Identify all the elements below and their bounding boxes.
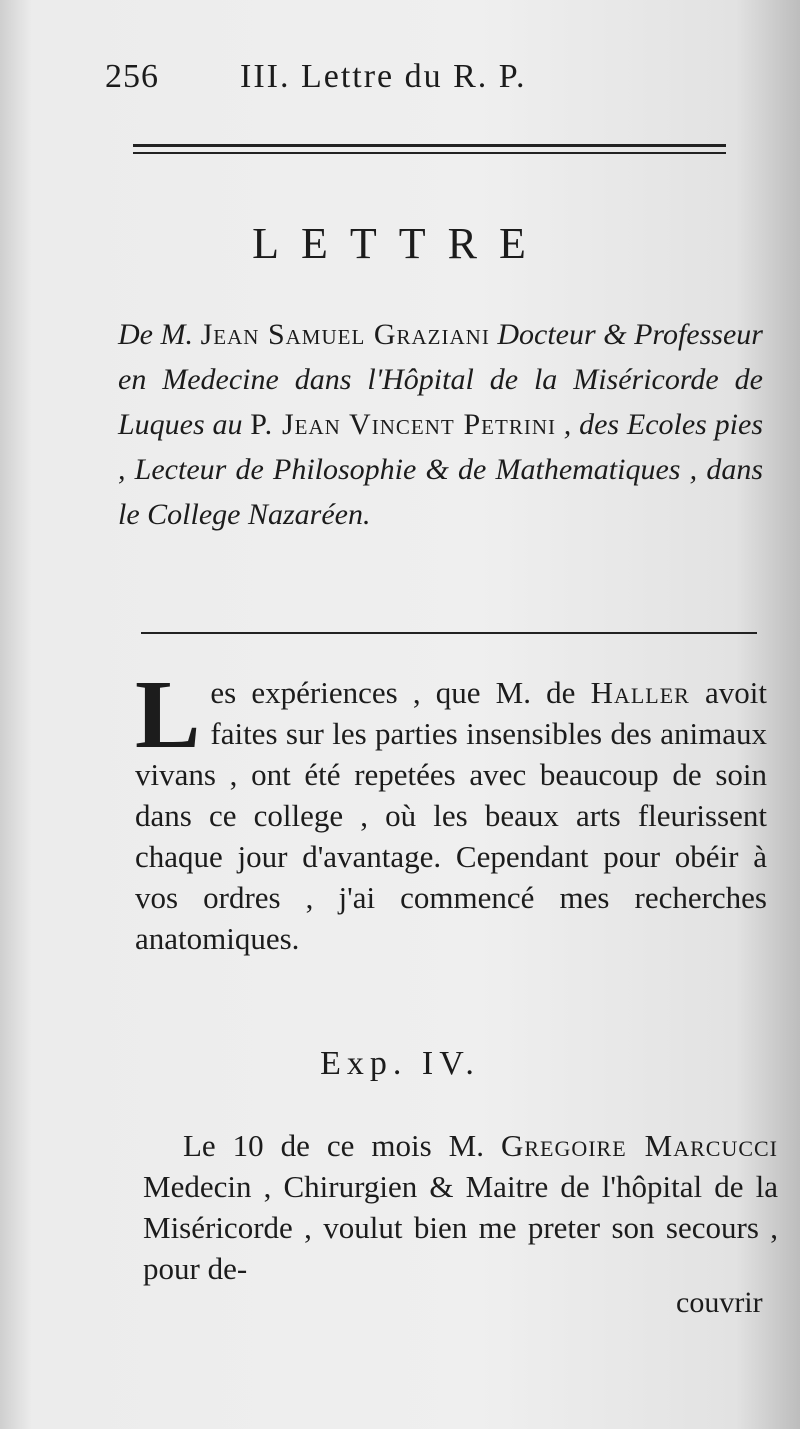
haller-name: Haller — [590, 675, 690, 710]
page-number: 256 — [105, 58, 159, 95]
subtitle-author-title: Docteur & Professeur en Medecine dans l'Hôpital de la Miséricorde de Luques au — [118, 318, 763, 441]
letter-subtitle — [118, 312, 763, 537]
experiment-heading: Exp. IV. — [320, 1045, 480, 1082]
author-name: Jean Samuel Graziani — [200, 318, 490, 351]
opening-paragraph — [135, 661, 767, 959]
drop-cap: L — [135, 661, 201, 769]
page-header — [105, 58, 745, 102]
experiment-text-start: Le 10 de ce mois M. — [183, 1128, 501, 1163]
letter-title: LETTRE — [252, 219, 548, 268]
header-rule — [133, 144, 726, 154]
paragraph-text-start: es expériences , que M. de — [210, 675, 591, 710]
paragraph-text-rest: avoit faites sur les parties insensibles des animaux vivans , ont été repetées avec beaucoup de soin dans ce college , où les beaux arts fleurissent chaque jour d'avantage. Cependant pour obéir à vos ordres , j'ai commencé mes recherches anatomiques. — [135, 675, 767, 956]
catchword: couvrir — [676, 1286, 763, 1319]
marcucci-name: Gregoire Marcucci — [500, 1128, 779, 1163]
subtitle-recipient-title: , des Ecoles pies , Lecteur de Philosophie & de Mathematiques , dans le College Nazaréen. — [118, 408, 763, 531]
recipient-name: P. Jean Vincent Petrini — [250, 408, 556, 441]
experiment-text-rest: Medecin , Chirurgien & Maitre de l'hôpital de la Miséricorde , voulut bien me preter son secours , pour de- — [143, 1169, 778, 1286]
section-rule — [141, 632, 757, 634]
subtitle-prefix: De M. — [118, 318, 201, 351]
experiment-paragraph — [143, 1125, 778, 1289]
running-head: III. Lettre du R. P. — [240, 58, 527, 95]
